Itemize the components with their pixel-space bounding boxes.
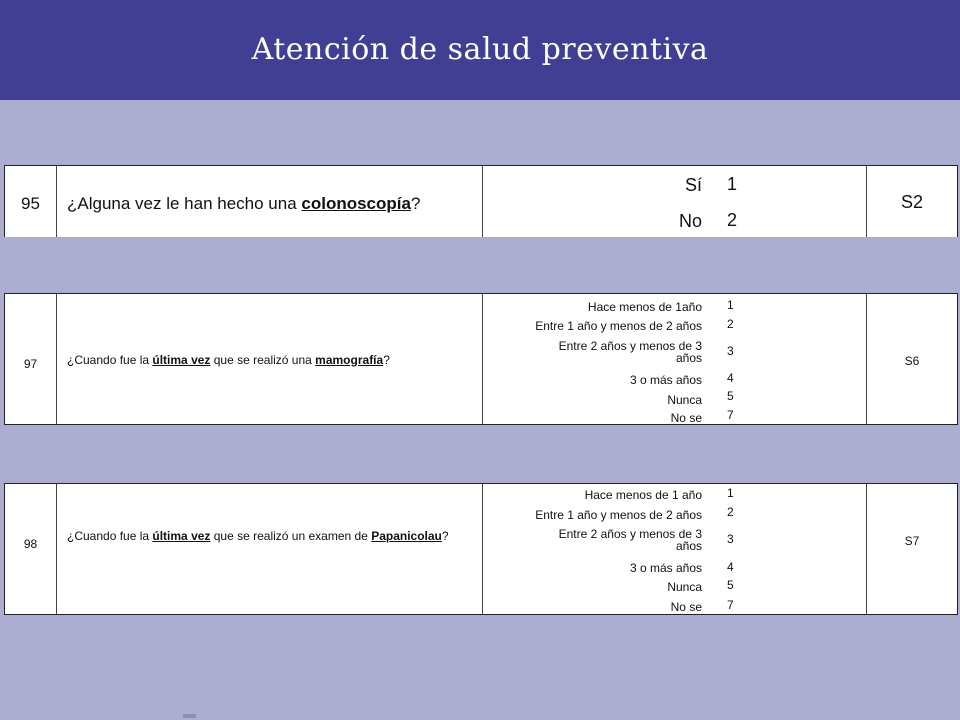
option-code: 1 bbox=[727, 486, 734, 500]
question-98-table bbox=[4, 483, 958, 615]
question-text-start: ¿Cuando fue la bbox=[67, 353, 153, 367]
question-text bbox=[67, 353, 474, 367]
question-text-end: ? bbox=[410, 194, 421, 213]
question-text-middle: que se realizó una bbox=[210, 353, 316, 367]
question-text-end: ? bbox=[441, 529, 449, 543]
skip-code-cell bbox=[867, 294, 957, 424]
question-keyword: Papanicolau bbox=[371, 529, 442, 543]
question-text-cell bbox=[57, 484, 483, 614]
decorative-mark bbox=[183, 714, 196, 718]
option-label: Entre 2 años y menos de 3 años bbox=[558, 527, 702, 553]
question-keyword: mamografía bbox=[315, 353, 384, 367]
question-number: 98 bbox=[23, 537, 38, 551]
option-label: Nunca bbox=[667, 393, 702, 407]
option-code: 4 bbox=[727, 560, 734, 574]
option-label: Entre 1 año y menos de 2 años bbox=[535, 319, 702, 333]
question-number: 95 bbox=[21, 194, 40, 213]
option-code: 2 bbox=[727, 317, 734, 331]
question-text bbox=[67, 530, 474, 544]
skip-code: S6 bbox=[904, 354, 920, 368]
option-label: No bbox=[678, 211, 702, 231]
option-code: 2 bbox=[727, 210, 738, 230]
answer-options-cell bbox=[483, 484, 867, 614]
question-number-cell bbox=[5, 166, 57, 237]
slide-title: Atención de salud preventiva bbox=[251, 32, 709, 67]
option-label: 3 o más años bbox=[629, 373, 702, 387]
question-text-start: ¿Alguna vez le han hecho una bbox=[67, 194, 302, 213]
option-code: 5 bbox=[727, 389, 734, 403]
question-text-end: ? bbox=[383, 353, 390, 367]
option-code: 7 bbox=[727, 408, 734, 422]
question-keyword: colonoscopía bbox=[301, 194, 411, 213]
option-label: 3 o más años bbox=[629, 561, 702, 575]
question-95-table bbox=[4, 165, 958, 237]
question-text-cell bbox=[57, 294, 483, 424]
option-code: 5 bbox=[727, 578, 734, 592]
option-code: 3 bbox=[727, 532, 734, 546]
question-number-cell bbox=[5, 294, 57, 424]
option-code: 4 bbox=[727, 371, 734, 385]
question-number: 97 bbox=[23, 357, 38, 371]
skip-code: S7 bbox=[904, 534, 920, 548]
option-code: 2 bbox=[727, 505, 734, 519]
skip-code: S2 bbox=[900, 192, 924, 212]
skip-code-cell bbox=[867, 484, 957, 614]
question-97-table bbox=[4, 293, 958, 425]
question-text-cell bbox=[57, 166, 483, 237]
question-text-middle: que se realizó un examen de bbox=[210, 529, 372, 543]
option-label: No se bbox=[670, 411, 702, 425]
option-label: No se bbox=[670, 600, 702, 614]
skip-code-cell bbox=[867, 166, 957, 237]
option-label: Hace menos de 1año bbox=[587, 300, 702, 314]
option-code: 1 bbox=[727, 298, 734, 312]
answer-options-cell bbox=[483, 166, 867, 237]
answer-options-cell bbox=[483, 294, 867, 424]
question-keyword: última vez bbox=[152, 353, 211, 367]
option-label: Entre 1 año y menos de 2 años bbox=[535, 508, 702, 522]
question-number-cell bbox=[5, 484, 57, 614]
slide-header bbox=[0, 0, 960, 100]
option-code: 7 bbox=[727, 598, 734, 612]
option-label: Sí bbox=[684, 175, 702, 195]
question-text bbox=[67, 194, 474, 214]
question-keyword: última vez bbox=[152, 529, 211, 543]
option-code: 1 bbox=[727, 174, 738, 194]
option-label: Nunca bbox=[667, 580, 702, 594]
option-label: Hace menos de 1 año bbox=[584, 488, 702, 502]
option-code: 3 bbox=[727, 344, 734, 358]
option-label: Entre 2 años y menos de 3 años bbox=[558, 339, 702, 365]
question-text-start: ¿Cuando fue la bbox=[67, 529, 153, 543]
